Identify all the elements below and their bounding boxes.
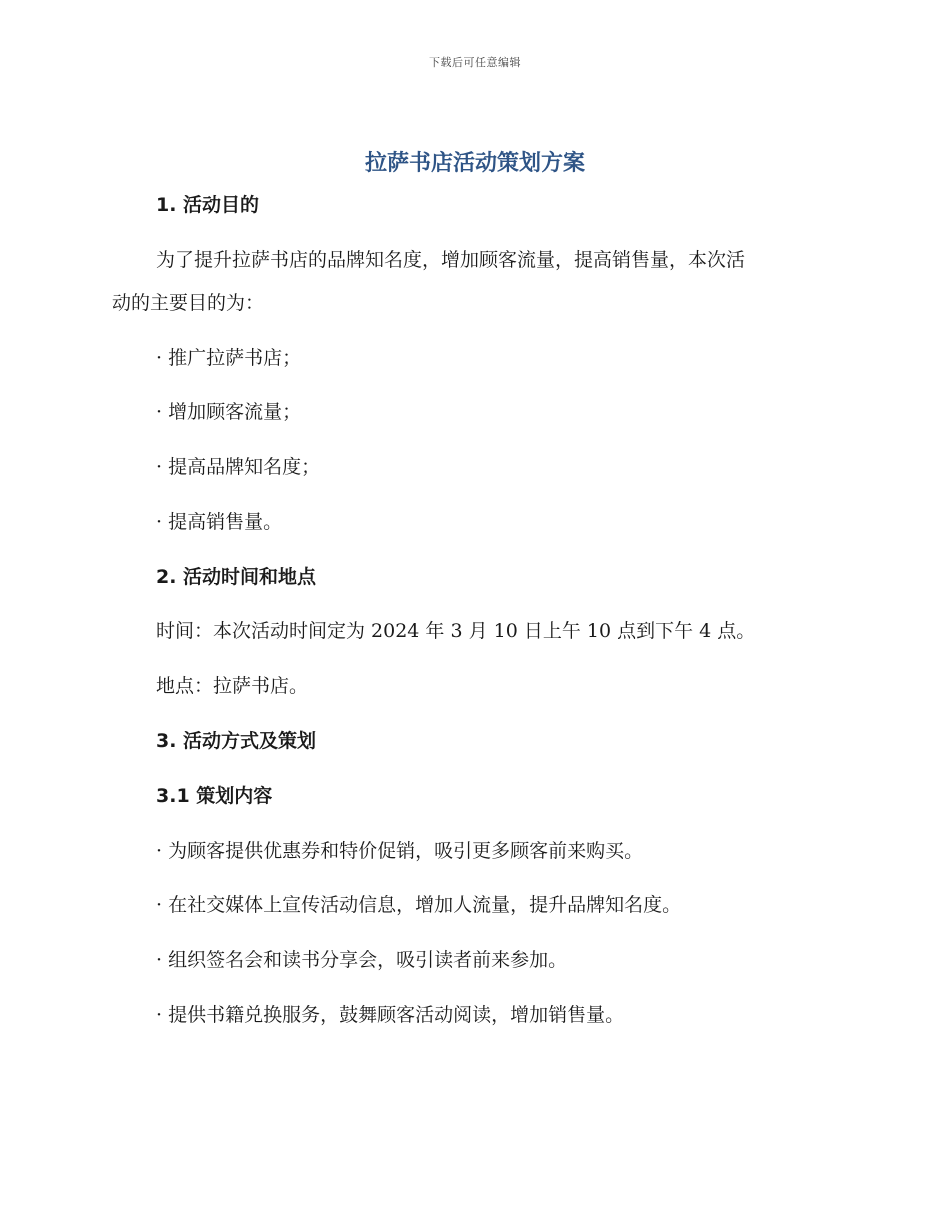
section-2-place: 地点：拉萨书店。 (156, 675, 309, 697)
section-1-bullet: · 推广拉萨书店； (156, 347, 302, 369)
section-3-bullet: · 在社交媒体上宣传活动信息，增加人流量，提升品牌知名度。 (156, 894, 682, 916)
section-1-bullet: · 提高品牌知名度； (156, 456, 321, 478)
section-3-bullet: · 为顾客提供优惠券和特价促销，吸引更多顾客前来购买。 (156, 840, 644, 862)
section-2-time: 时间：本次活动时间定为 2024 年 3 月 10 日上午 10 点到下午 4 点。 (156, 620, 756, 642)
section-1-heading: 1. 活动目的 (156, 194, 260, 216)
section-3-bullet: · 提供书籍兑换服务，鼓舞顾客活动阅读，增加销售量。 (156, 1004, 625, 1026)
document-title: 拉萨书店活动策划方案 (364, 151, 585, 176)
section-3-bullet: · 组织签名会和读书分享会，吸引读者前来参加。 (156, 949, 568, 971)
section-2-heading: 2. 活动时间和地点 (156, 566, 317, 588)
section-1-bullet: · 提高销售量。 (156, 511, 283, 533)
section-3-1-heading: 3.1 策划内容 (156, 785, 273, 807)
section-3-heading: 3. 活动方式及策划 (156, 730, 317, 752)
section-1-intro-line-1: 为了提升拉萨书店的品牌知名度，增加顾客流量，提高销售量，本次活 (156, 249, 746, 271)
section-1-intro-line-2: 动的主要目的为： (112, 292, 265, 314)
section-1-bullet: · 增加顾客流量； (156, 401, 302, 423)
page-header-note: 下载后可任意编辑 (429, 56, 521, 69)
